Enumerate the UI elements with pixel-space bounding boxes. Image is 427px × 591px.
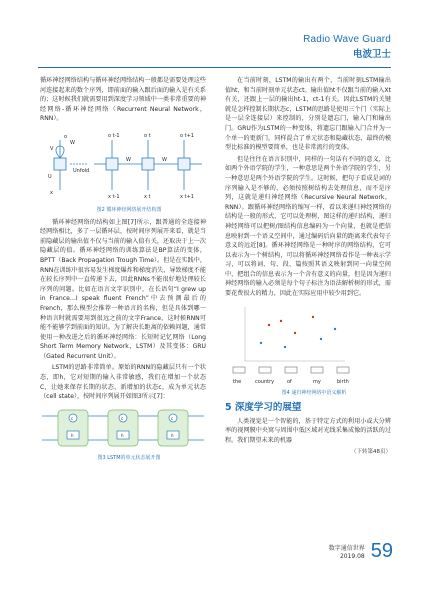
svg-text:x t: x t: [144, 193, 151, 200]
svg-text:o t-1: o t-1: [108, 132, 120, 139]
magazine-name: 数字通信世界: [328, 545, 365, 552]
header-title-cn: 电波卫士: [352, 49, 391, 60]
parse-word-3: of: [287, 378, 292, 385]
lstm-cell-diagram: [40, 406, 206, 452]
svg-text:V: V: [50, 145, 54, 152]
footer-magazine-info: [329, 545, 365, 561]
left-paragraph-1: 循环神经网络结构与循环神经网络结构一般都是需要处理这些河连接起来的数个序列，即前面的输入跟后面的输入是有关系的；这时候我们就需要用到深度学习领域中一类非常重要的神经网络-循环神经网络（Recurrent Neural Network，RNN）。: [40, 77, 206, 123]
parse-word-4: my: [313, 378, 321, 385]
svg-text:o t: o t: [144, 132, 151, 139]
page-header: [303, 34, 391, 60]
continued-note: （下转第48页）: [351, 448, 391, 455]
page-footer: [329, 541, 393, 561]
parse-word-5: birth: [337, 378, 349, 385]
header-title-en: Radio Wave Guard: [303, 34, 391, 45]
svg-text:x t-1: x t-1: [108, 193, 120, 200]
svg-text:o: o: [64, 133, 68, 140]
parse-word-1: the: [233, 378, 242, 385]
svg-text:U: U: [48, 173, 52, 180]
issue-date: 2019.08: [339, 553, 365, 560]
right-paragraph-3: 人类视觉是一个智能的，基于特定方式的利用小或大分辨率的视网膜中央窝与周围中低区域对光线采集成像的活跃的过程。我们期望未来的机器: [225, 417, 391, 445]
left-paragraph-3: LSTM的思路非常简单。原始的RNN的隐藏层只有一个状态，即h，它对短期的输入非常敏感，我们在增加一个状态C，让她来保存长期的状态，新增加的状态c，成为单元状态（cell state），按时间序列展开如图3所示[7]：: [40, 364, 206, 401]
svg-text:h: h: [171, 432, 174, 438]
section-heading: 5 深度学习的展望: [225, 402, 302, 414]
page-number: 59: [370, 540, 393, 562]
svg-text:c: c: [171, 415, 174, 421]
svg-text:x: x: [50, 189, 53, 196]
left-paragraph-2: 循环神经网络的结构如上图[7]所示，跟普通的全连接神经网络相比，多了一层循环层，按时间序列展开来看，就是当前隐藏层的输出值不仅与当前的输入值有关，还取决于上一次隐藏层的值。循环神经网络的训练算法是BP算法的变体，BPTT（Back Propagation Trough Time）。但是在实践中，RNN在训练中很容易发生梯度爆炸和梯度消失，导致梯度不能在较长序列中一直传递下去，因此RNNs不能很好地处理较长序列的问题。比如在语言文字识别中，在长语句“I grew up in France…I speak fluent French”中去预测最后的French，那么模型会推荐一种语言的名称，但是具体到哪一种语言时就需要用到很远之前的文字France，这时候RNN可能不能够学到前面的知识。为了解决长距离的依赖问题，通常使用一种改进之后的循环神经网络：长短时记忆网络（Long Short Term Memory Network，LSTM）及其变体：GRU（Gated Recurrent Unit）。: [40, 218, 206, 360]
figure-2-caption: 图2 循环神经网络展开结构图: [96, 206, 162, 213]
figure-3-caption: 图3 LSTM的单元状态展开图: [97, 454, 161, 461]
svg-text:Unfold: Unfold: [73, 167, 90, 174]
right-paragraph-2: 但是往往在语言识别中，同样的一句话有不同的意义，比如两个外语学院的学生，一种意思是两个外语学院的学生，另一种意思是两个外语学院的学生。这时候，把句子看成是词的序列输入是不够的，必须按照树结构去处理信息，而不是序列，这就是递归神经网络（Recursive Neural Network，RNN）。跟循环神经网络的缩写一样，看以来递归神经网络的结构是一般的形式，它可以处理树，图这样的递归结构，递归神经网络可以把树/图结构信息编码为一个向量，也就是把信息映射到一个语义空间中，通过编码后向量的距离来代表句子意义的远近[8]。循环神经网络是一种时序的网络结构，它可以表示为一个树结构，可以将循环神经网络看作是一种表示学习，可以将词、句、段、篇按照其语义映射到同一向量空间中，把组合的信息表示为一个含有意义的向量，但是因为递归神经网络的输入必须是每个句子标注为语法解析树的形式，需要花费很大的精力，因此在实际应用中较少用到它。: [225, 155, 391, 298]
header-rule: [38, 67, 391, 68]
parse-word-2: country: [255, 378, 275, 385]
svg-text:h: h: [121, 432, 124, 438]
svg-text:x t+1: x t+1: [180, 193, 194, 200]
left-column: [40, 76, 206, 465]
svg-text:W: W: [126, 156, 131, 163]
rnn-unfold-diagram: [40, 128, 206, 204]
svg-text:o t+1: o t+1: [180, 132, 194, 139]
svg-text:c: c: [121, 415, 124, 421]
figure-4-caption: 图4 递归神经网络中语义解析: [281, 389, 347, 396]
right-column: [225, 76, 391, 457]
svg-text:c: c: [71, 415, 74, 421]
right-paragraph-1: 在当前时刻，LSTM的输出有两个，当前时刻LSTM输出值ht，和当前时刻单元状态ct。输出值ht不仅跟当前的输入Xt有关，还跟上一层的输出ht-1，ct-1有关。因此LSTM的关键就是怎样控制长期状态c，LSTM的思路是使用三个门（实际上是一层全连接层）来控制的，分别是遗忘门，输入门和输出门。GRU作为LSTM的一种变体，将遗忘门跟输入门合并为一个单一的更新门，同样混合了单元状态和隐藏状态，最终的模型比标准的模型要简单，也是非常流行的变体。: [225, 77, 391, 152]
svg-text:W: W: [162, 156, 167, 163]
recursive-parse-diagram: [225, 303, 391, 387]
svg-text:h: h: [71, 432, 74, 438]
svg-text:W: W: [70, 139, 75, 146]
